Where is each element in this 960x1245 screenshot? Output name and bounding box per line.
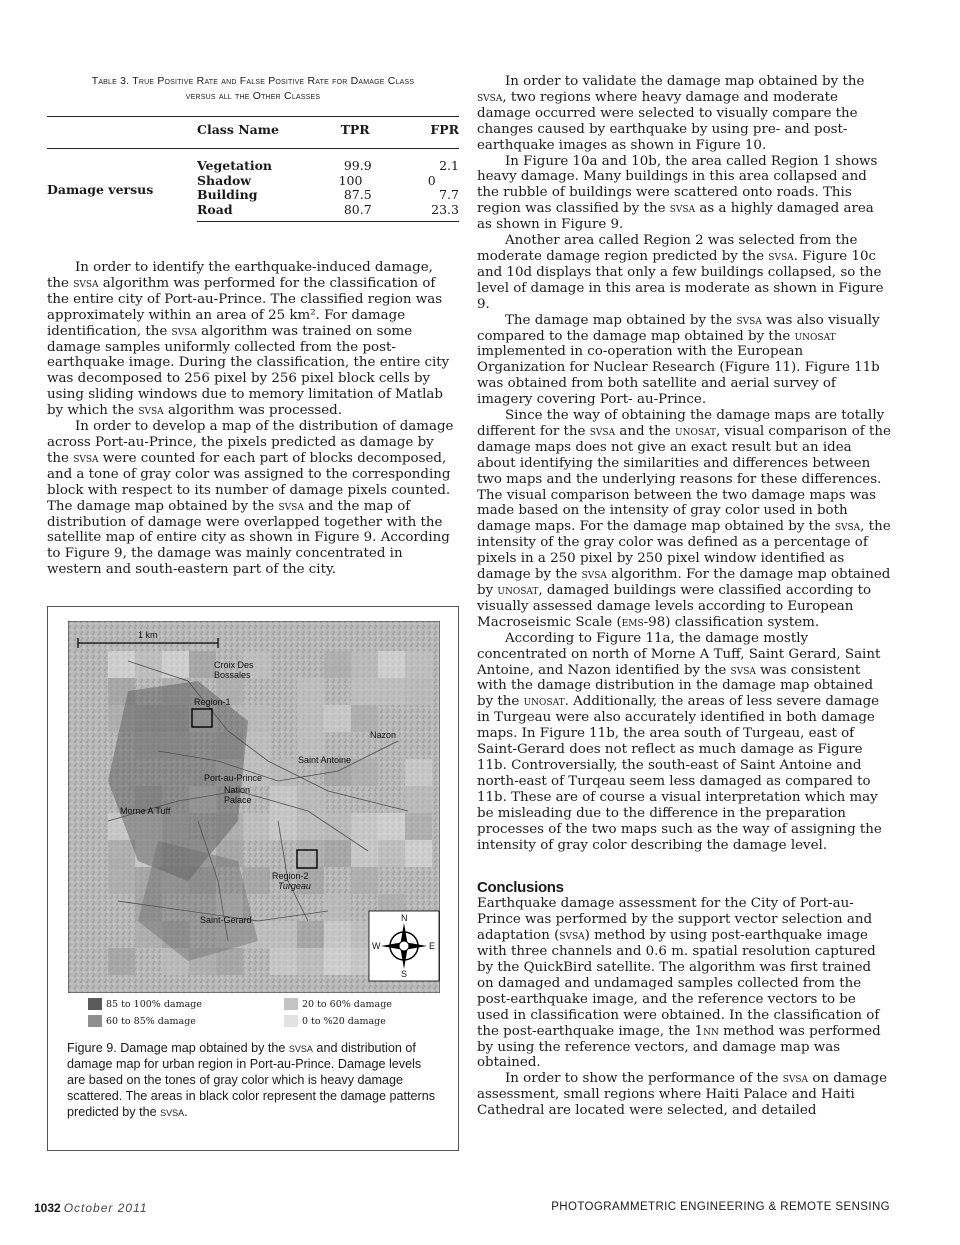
table-header-fpr: FPR <box>390 117 459 149</box>
damage-block <box>270 786 297 813</box>
legend-item <box>88 998 202 1010</box>
body-paragraph: According to Figure 11a, the damage mostly concentrated on north of Morne A Tuff, Saint Gerard, Saint Antoine, and Nazon identified by the svsa was consistent with the damage distribution in the damage map obtained by the unosat. Additionally, the areas of less severe damage in Turgeau were also accurately identified in both damage maps. In Figure 11b, the area south of Turgeau, east of Saint-Gerard does not reflect as much damage as Figure 11b. Controversially, the south-east of Saint Antoine and north-east of Turqeau seem less damaged as compared to 11b. These are of course a visual interpretation which may be misleading due to the difference in the preparation processes of the two maps such as the way of assigning the intensity of gray color describing the damage level. <box>477 630 882 853</box>
compass-n: N <box>401 913 408 923</box>
damage-block <box>189 651 216 678</box>
body-paragraph: In order to validate the damage map obtained by the svsa, two regions where heavy damage and moderate damage occurred were selected to visually compare the changes caused by earthquake by using pre- and post-earthquake images as shown in Figure 10. <box>477 74 865 153</box>
damage-block <box>405 678 432 705</box>
table-cell-name: Vegetation <box>197 158 273 173</box>
right-column <box>477 74 891 1119</box>
damage-block <box>405 786 432 813</box>
map-label: Nazon <box>370 730 397 740</box>
figure-caption: Figure 9. Damage map obtained by the svsa and distribution of damage map for urban region in Port-au-Prince. Damage levels are based on the tones of gray color which is heavy damage scattered. The areas in black color represent the damage patterns predicted by the svsa. <box>67 1041 435 1119</box>
damage-block <box>297 948 324 975</box>
damage-block <box>351 840 378 867</box>
table-cell-fpr: 23.3 <box>390 203 459 222</box>
legend-label: 60 to 85% damage <box>106 1015 196 1027</box>
damage-block <box>405 651 432 678</box>
legend-item <box>88 1015 196 1027</box>
section-heading-conclusions: Conclusions <box>477 879 564 897</box>
damage-block <box>351 651 378 678</box>
table-cell-tpr: 100 <box>338 172 363 188</box>
damage-block <box>378 651 405 678</box>
damage-block <box>108 651 135 678</box>
table-cell-fpr: 7.7 <box>439 187 459 202</box>
damage-block <box>324 921 351 948</box>
damage-block <box>108 948 135 975</box>
body-paragraph: In order to show the performance of the svsa on damage assessment, small regions where Haiti Palace and Haiti Cathedral are located were selected, and detailed <box>477 1071 887 1119</box>
damage-block <box>324 813 351 840</box>
table-header-class-name: Class Name <box>197 117 321 149</box>
damage-block <box>270 813 297 840</box>
body-paragraph: In order to develop a map of the distribution of damage across Port-au-Prince, the pixels predicted as damage by the svsa were counted for each part of blocks decomposed, and a tone of gray color was assigned to the corresponding block with respect to its number of damage pixels counted. <box>47 419 454 498</box>
damage-block <box>243 867 270 894</box>
legend-label: 85 to 100% damage <box>106 998 202 1010</box>
issue-date: October 2011 <box>63 1201 148 1215</box>
map-label: Saint Antoine <box>298 755 352 765</box>
damage-block <box>297 840 324 867</box>
damage-block <box>108 840 135 867</box>
body-paragraph: In order to identify the earthquake-induced damage, the svsa algorithm was performed for the classification of the entire city of Port-au-Prince. The classified region was approximately within an area of 25 km². For damage identification, the svsa algorithm was trained on some damage samples uniformly collected from the post-earthquake image. During the classification, the entire city was decomposed to 256 pixel by 256 pixel block cells by using sliding windows due to memory limitation of Matlab by which the svsa algorithm was processed. <box>47 260 450 419</box>
damage-block <box>324 651 351 678</box>
damage-block <box>216 948 243 975</box>
left-column <box>47 74 459 578</box>
compass-icon <box>369 911 439 981</box>
table-cell-fpr: 0 <box>427 172 436 188</box>
legend-item <box>284 1015 386 1027</box>
table-row <box>47 149 459 174</box>
damage-block <box>324 948 351 975</box>
damage-block <box>351 813 378 840</box>
table-cell-tpr: 87.5 <box>343 187 372 202</box>
map-label: Saint-Gerard <box>200 915 252 925</box>
map-label: Port-au-Prince <box>204 773 263 783</box>
table-cell-tpr: 80.7 <box>321 203 390 222</box>
damage-block <box>270 921 297 948</box>
legend-label: 0 to %20 damage <box>302 1015 386 1027</box>
legend-label: 20 to 60% damage <box>302 998 392 1010</box>
map-label: Palace <box>224 795 252 805</box>
legend-swatch <box>88 998 102 1010</box>
damage-block <box>297 678 324 705</box>
damage-block <box>351 867 378 894</box>
legend-swatch <box>284 1015 298 1027</box>
damage-block <box>270 948 297 975</box>
damage-block <box>351 705 378 732</box>
table-header-tpr: TPR <box>321 117 390 149</box>
map-label: Turgeau <box>278 881 311 891</box>
compass-e: E <box>429 941 436 951</box>
damage-block <box>405 813 432 840</box>
damage-block <box>324 840 351 867</box>
damage-class-table <box>47 116 459 222</box>
map-label: Region-1 <box>194 697 231 707</box>
damage-block <box>243 813 270 840</box>
legend-item <box>284 998 392 1010</box>
damage-block <box>270 759 297 786</box>
damage-map-image <box>68 621 440 993</box>
map-label: Bossales <box>214 670 251 680</box>
damage-block <box>378 840 405 867</box>
table-caption <box>47 74 459 104</box>
table-header-row <box>47 117 459 149</box>
damage-block <box>405 759 432 786</box>
damage-block <box>405 840 432 867</box>
table-cell-name: Road <box>197 203 321 222</box>
scale-bar-label: 1 km <box>138 630 158 640</box>
damage-block <box>351 759 378 786</box>
table-group-label: Damage versus <box>47 182 154 197</box>
body-paragraph: Earthquake damage assessment for the City of Port-au-Prince was performed by the support vector selection and adaptation (svsa) method by using post-earthquake image with three channels and 0.6 m. spatial resolution captured by the QuickBird satellite. The algorithm was first trained on damaged and undamaged samples collected from the post-earthquake image, and the reference vectors to be used in classification were obtained. In the classification of the post-earthquake image, the 1nn method was performed by using the reference vectors, and damage map was obtained. <box>477 896 881 1071</box>
legend-swatch <box>88 1015 102 1027</box>
table-cell-tpr: 99.9 <box>343 158 372 173</box>
table-cell-fpr: 2.1 <box>439 158 459 173</box>
damage-block <box>297 813 324 840</box>
damage-block <box>297 921 324 948</box>
table-cell-name: Building <box>197 187 258 202</box>
table-group-header <box>47 117 197 149</box>
page-number: 1032 <box>34 1201 61 1215</box>
damage-block <box>108 867 135 894</box>
damage-block <box>324 894 351 921</box>
damage-block <box>297 705 324 732</box>
map-label: Morne A Tuff <box>120 806 171 816</box>
table-cell-name: Shadow <box>197 172 252 188</box>
table-caption-line-2: versus all the Other Classes <box>185 90 321 102</box>
damage-block <box>378 813 405 840</box>
page-footer-left <box>34 1201 148 1215</box>
body-paragraph: Another area called Region 2 was selected from the moderate damage region predicted by the svsa. Figure 10c and 10d displays that only a few buildings collapsed, so the level of damage in this area is moderate as shown in Figure 9. <box>477 233 884 312</box>
body-paragraph: Since the way of obtaining the damage maps are totally different for the svsa and the unosat, visual comparison of the damage maps does not give an exact result but an idea about identifying the similarities and differences between two maps and the underlying reasons for these differences. The visual comparison between the two damage maps was made based on the intensity of gray color used in both damage maps. For the damage map obtained by the svsa, the intensity of the gray color was defined as a percentage of pixels in a 250 pixel by 250 pixel window identified as damage by the svsa algorithm. For the damage map obtained by unosat, damaged buildings were classified according to visually assessed damage levels according to European Macroseismic Scale (ems-98) classification system. <box>477 408 891 630</box>
legend-swatch <box>284 998 298 1010</box>
map-label: Croix Des <box>214 660 254 670</box>
damage-block <box>378 678 405 705</box>
compass-w: W <box>372 941 381 951</box>
damage-block <box>324 705 351 732</box>
damage-block <box>351 678 378 705</box>
body-paragraph: The damage map obtained by the svsa was also visually compared to the damage map obtained by the unosat implemented in co-operation with the European Organization for Nuclear Research (Figure 11). Figure 11b was obtained from both satellite and aerial survey of imagery covering Port- au-Prince. <box>477 312 880 408</box>
body-paragraph: The damage map obtained by the svsa and the map of distribution of damage were overlapped together with the satellite map of entire city as shown in Figure 9. According to Figure 9, the damage was mainly concentrated in western and south-eastern part of the city. <box>47 498 450 578</box>
table-caption-line-1: Table 3. True Positive Rate and False Positive Rate for Damage Class <box>91 75 415 87</box>
compass-s: S <box>401 969 408 979</box>
body-paragraph: In Figure 10a and 10b, the area called Region 1 shows heavy damage. Many buildings in this area collapsed and the rubble of buildings were scattered onto roads. This region was classified by the svsa as a highly damaged area as shown in Figure 9. <box>477 153 878 233</box>
journal-name: PHOTOGRAMMETRIC ENGINEERING & REMOTE SENSING <box>551 1201 890 1213</box>
map-label: Region-2 <box>272 871 309 881</box>
map-label: Nation <box>224 785 251 795</box>
